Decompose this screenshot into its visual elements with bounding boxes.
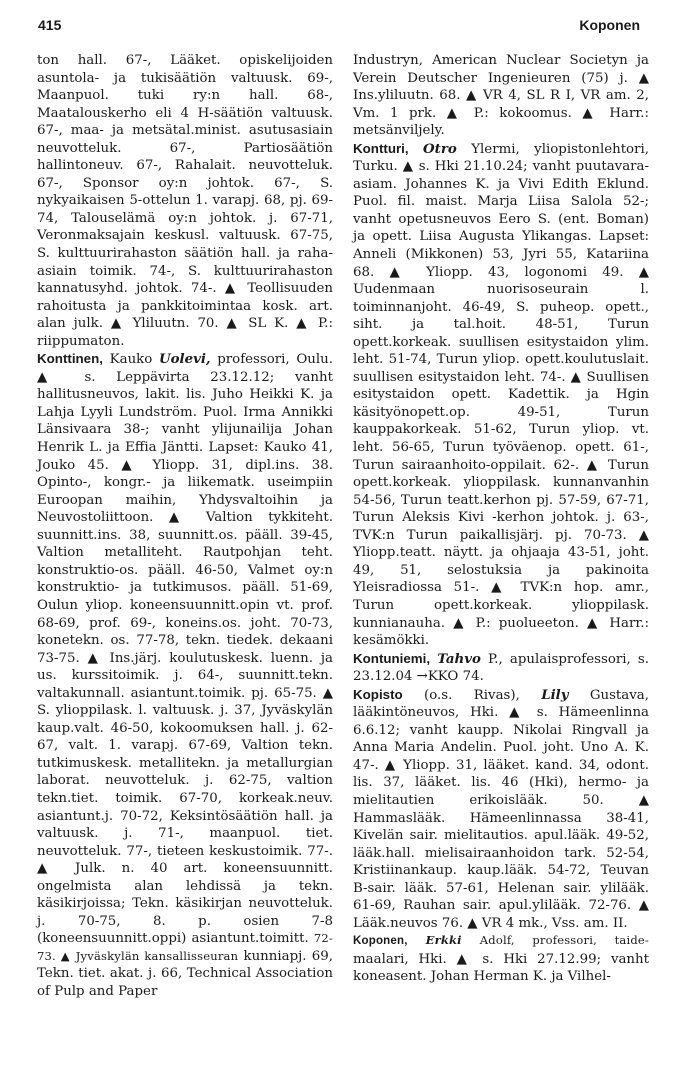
entry-given-name: Otro	[423, 140, 457, 157]
page-number: 415	[38, 17, 62, 33]
entry-surname: Konttinen,	[37, 351, 103, 367]
entry-text: ton hall. 67-, Lääket. opiskelijoiden asuntola- ja tukisäätiön valtuusk. 69-, Maanpuol. tuki ry:n hall. 68-, Maatalouskerho eli 4 H-säätiön valtuusk. 67-, maa- ja metsätal.minist. asutusasiain neuvotteluk. 67-, Partiosäätiön hallintoneuv. 67-, Rahalait. neuvotteluk. 67-, Sponsor oy:n johtok. 67-, S. nykyaikaisen 5-ottelun 1. varapj. 68, pj. 69-74, Talouselämä oy:n johtok. j. 67-71, Veronmaksajain keskusl. valtuusk. 67-75, S. kulttuurirahaston säätiön hall. ja raha-asiain toimik. 74-, S. kulttuurirahaston kannatusyhd. johtok. 74-. ▲ Teollisuuden rahoitusta ja pankkitoimintaa kosk. art. alan julk. ▲ Yliluutn. 70. ▲ SL K. ▲ P.: riippumaton.	[37, 53, 333, 349]
entry-text: Gustava, lääkintöneuvos, Hki. ▲ s. Hämeenlinna 6.6.12; vanht kaupp. Nikolai Ringvall ja Anna Maria Andelin. Puol. joht. Uno A. K. 47-. ▲ Yliopp. 31, lääket. kand. 34, odont. lis. 37, lääket. lis. 46 (Hki), hermo- ja mielitautien erikoislääk. 50. ▲ Hammaslääk. Hämeenlinnassa 38-41, Kivelän sair. mielitautios. apul.lääk. 49-52, lääk.hall. mielisairaanhoidon tark. 52-54, Kristiinankaup. kaup.lääk. 54-72, Teuvan B-sair. lääk. 57-61, Helenan sair. ylilääk. 61-69, Rauhan sair. apul.ylilääk. 72-76. ▲ Lääk.neuvos 76. ▲ VR 4 mk., Vss. am. II.	[353, 687, 649, 931]
entry-continuation	[37, 52, 333, 350]
entry-text: professori, Oulu. ▲ s. Leppävirta 23.12.12; vanht hallitusneuvos, lakit. lis. Juho Heikki K. ja Lahja Lyyli Lundström. Puol. Irma Annikki Länsivaara 38-; vanht ylijunailija Johan Henrik L. ja Effia Jäntti. Lapset: Kauko 41, Jouko 45. ▲ Yliopp. 31, dipl.ins. 38. Opinto-, kongr.- ja liikematk. useimpiin Euroopan maihin, Yhdysvaltoihin ja Neuvostoliittoon. ▲ Valtion tykkiteht. suunnitt.ins. 38, suunnitt.os. pääll. 39-45, Valtion metalliteht. Rautpohjan teht. konstruktio-os. pääll. 46-50, Valmet oy:n konstruktio- ja tutkimusos. pääll. 51-69, Oulun yliop. koneensuunnitt.opin vt. prof. 68-69, prof. 69-, koneins.os. joht. 70-73, konetekn. os. 77-78, tekn. tiedek. dekaani 73-75. ▲ Ins.järj. koulutuskesk. luenn. ja us. kurssitoimik. j. 64-, suunnitt.tekn. valtakunnall. asiantunt.toimik. pj. 65-75. ▲ S. ylioppilask. l. valtuusk. j. 37, Jyväskylän kaup.valt. 46-50, kokoomuksen hall. j. 62-67, valt. 1. varapj. 67-69, Valtion tekn. tutkimuskesk. metallitekn. ja metallurgian laborat. neuvotteluk. j. 62-75, valtion tekn.tiet. toimik. 67-70, korkeak.neuv. asiantunt.j. 70-72, Keksintösäätiön hall. ja valtuusk. j. 71-, maanpuol. tiet. neuvotteluk. 77-, tieteen keskustoimik. 77-. ▲ Julk. n. 40 art. koneensuunnitt. ongelmista alan lehdissä ja tekn. käsikirjoissa; Tekn. käsikirjan neuvotteluk. j. 70-75, 8. p. osien 7-8 (koneensuunnitt.oppi) asiantunt.toimitt.	[37, 352, 333, 947]
entry-surname: Koponen,	[353, 935, 408, 948]
entry-text: maalari, Hki. ▲ s. Hki 27.12.99; vanht koneasent. Johan Herman K. ja Vilhel-	[353, 951, 649, 985]
entry-small-text: 72-73. ▲ Jyväskylän kansallisseuran	[37, 931, 333, 963]
entry-given-name: Uolevi,	[158, 351, 211, 368]
left-column	[37, 52, 333, 1001]
right-column	[353, 52, 649, 986]
entry-maiden-name: (o.s. Rivas),	[424, 687, 520, 703]
page-header	[0, 0, 680, 40]
entry-surname: Kontturi,	[353, 140, 409, 156]
entry-first-name: Kauko	[109, 352, 153, 368]
entry-koponen	[353, 932, 649, 986]
entry-text: Industryn, American Nuclear Societyn ja Verein Deutscher Ingenieuren (75) j. ▲ Ins.yliluutn. 68. ▲ VR 4, SL R I, VR am. 2, Vm. 1 prk. ▲ P.: kokoomus. ▲ Harr.: metsänviljely.	[353, 53, 649, 139]
entry-surname: Kopisto	[353, 686, 403, 702]
entry-given-name: Erkki	[425, 933, 462, 948]
entry-kontturi	[353, 140, 649, 650]
entry-kontuniemi	[353, 650, 649, 686]
entry-small-text: Adolf, professori, taide-	[479, 933, 649, 948]
entry-text-tail: kunniapj. 69, Tekn. tiet. akat. j. 66, Technical Association of Pulp and Paper	[37, 948, 333, 999]
entry-text: Ylermi, yliopistonlehtori, Turku. ▲ s. Hki 21.10.24; vanht puutavara-asiam. Johannes K. ja Vivi Edith Eklund. Puol. fil. maist. Marja Liisa Salola 52-; vanht opetusneuvos Eero S. (ent. Boman) ja opett. Liisa Augusta Ylikangas. Lapset: Anneli (Mikkonen) 53, Jyri 55, Katariina 68. ▲ Yliopp. 43, logonomi 49. ▲ Uudenmaan nuorisoseurain l. toiminnanjoht. 46-49, S. puheop. opett., siht. ja tal.hoit. 48-51, Turun opett.korkeak. suullisen esitystaidon ylim. leht. 51-74, Turun yliop. opett.koulutuslait. suullisen esitystaidon leht. 74-. ▲ Suullisen esitystaidon opett. Kadettik. ja Hgin käsityönopett.op. 49-51, Turun kauppakorkeak. 51-62, Turun yliop. vt. leht. 56-65, Turun työväenop. opett. 61-, Turun sairaanhoito-oppilait. 62-. ▲ Turun opett.korkeak. ylioppilask. kunnanvanhin 54-56, Turun teatt.kerhon pj. 57-59, 67-71, Turun Aleksis Kivi -kerhon johtok. j. 63-, TVK:n Turun paikallisjärj. pj. 70-73. ▲ Yliopp.teatt. näytt. ja ohjaaja 43-51, joht. 49, 51, selostuksia ja pakinoita Yleisradiossa 51-. ▲ TVK:n hop. amr., Turun opett.korkeak. ylioppilask. kunnianauha. ▲ P.: puolueeton. ▲ Harr.: kesämökki.	[353, 141, 649, 649]
entry-given-name: Lily	[541, 686, 569, 703]
entry-continuation	[353, 52, 649, 140]
entry-surname: Kontuniemi,	[353, 650, 431, 666]
entry-text: P., apulaisprofessori, s. 23.12.04 →KKO 74.	[353, 651, 649, 685]
entry-given-name: Tahvo	[437, 650, 481, 667]
running-head: Koponen	[579, 17, 640, 33]
entry-konttinen	[37, 350, 333, 1000]
entry-kopisto	[353, 686, 649, 933]
